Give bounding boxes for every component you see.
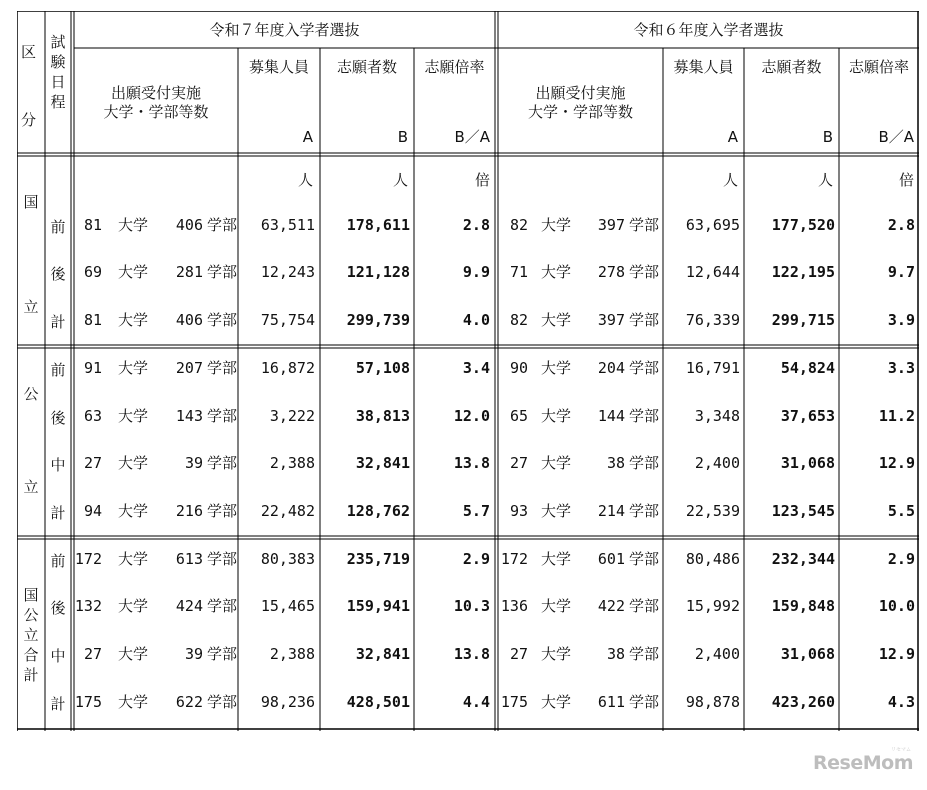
r7-daigaku-unit: 大学 [118, 263, 149, 281]
r6-gakubu-unit: 学部 [629, 407, 660, 425]
r7-shigansha-value: 159,941 [346, 597, 410, 615]
r7-gakubu-unit: 学部 [207, 359, 238, 377]
r7-bairitsu-value: 2.9 [462, 550, 490, 568]
resemom-logo [813, 747, 913, 774]
nittei-char-1: 試 [50, 33, 66, 51]
r7-gakubu-unit: 学部 [207, 597, 238, 615]
group-label-char: 公 [23, 606, 39, 624]
r7-university-count: 27 [83, 645, 102, 663]
term-label: 後 [50, 599, 66, 617]
r6-shigansha-value: 54,824 [780, 359, 835, 377]
r7-boshu-value: 2,388 [269, 454, 315, 472]
r6-title: 令和６年度入学者選抜 [633, 21, 784, 39]
r7-bairitsu-value: 10.3 [453, 597, 490, 615]
group-label-char: 計 [23, 666, 39, 684]
r7-gakubu-unit: 学部 [207, 645, 238, 663]
r7-boshu-value: 16,872 [260, 359, 315, 377]
r6-boshu-value: 22,539 [685, 502, 740, 520]
r7-university-count: 175 [74, 693, 102, 711]
r7-shigansha-value: 178,611 [346, 216, 410, 234]
r7-faculty-count: 622 [175, 693, 203, 711]
r6-a-label: A [727, 128, 738, 146]
group-label-char: 国 [23, 586, 39, 604]
r6-boshu-value: 76,339 [685, 311, 740, 329]
r7-daigaku-unit: 大学 [118, 311, 149, 329]
term-label: 中 [50, 647, 66, 665]
r7-shigansha-value: 235,719 [346, 550, 410, 568]
r6-faculty-count: 611 [597, 693, 625, 711]
r6-shigansha-value: 31,068 [780, 454, 835, 472]
r7-daigaku-unit: 大学 [118, 693, 149, 711]
kubun-label-top: 区 [21, 43, 37, 61]
r7-bairitsu-value: 9.9 [462, 263, 490, 281]
group-label-char: 合 [23, 646, 39, 664]
term-label: 前 [50, 552, 66, 570]
r6-bairitsu-header: 志願倍率 [848, 58, 909, 76]
r7-faculty-count: 406 [175, 311, 203, 329]
r6-boshu-value: 63,695 [685, 216, 740, 234]
r7-title: 令和７年度入学者選抜 [209, 21, 360, 39]
term-label: 計 [50, 313, 66, 331]
r7-boshu-value: 75,754 [260, 311, 315, 329]
r6-bairitsu-value: 12.9 [878, 454, 915, 472]
r6-daigaku-unit: 大学 [541, 407, 572, 425]
term-label: 計 [50, 504, 66, 522]
r7-shigansha-value: 57,108 [355, 359, 410, 377]
r6-boshu-value: 2,400 [694, 645, 740, 663]
r6-faculty-count: 214 [597, 502, 625, 520]
r6-university-count: 27 [509, 454, 528, 472]
r7-bairitsu-header: 志願倍率 [424, 58, 485, 76]
r7-gakubu-unit: 学部 [207, 263, 238, 281]
r7-university-count: 132 [74, 597, 102, 615]
r6-faculty-count: 601 [597, 550, 625, 568]
nittei-char-3: 日 [50, 73, 66, 91]
r6-bairitsu-value: 5.5 [887, 502, 915, 520]
r7-bairitsu-value: 2.8 [462, 216, 490, 234]
r6-daigaku-unit: 大学 [541, 263, 572, 281]
r7-gakubu-unit: 学部 [207, 311, 238, 329]
admission-table [17, 11, 919, 731]
r6-boshu-header: 募集人員 [673, 58, 734, 76]
r6-daigaku-unit: 大学 [541, 550, 572, 568]
r6-gakubu-unit: 学部 [629, 693, 660, 711]
r6-boshu-value: 15,992 [685, 597, 740, 615]
r6-faculty-count: 397 [597, 311, 625, 329]
r7-bairitsu-value: 4.0 [462, 311, 490, 329]
r7-university-count: 91 [83, 359, 102, 377]
r6-boshu-value: 80,486 [685, 550, 740, 568]
r7-inst-header-1: 出願受付実施 [110, 84, 201, 102]
r7-gakubu-unit: 学部 [207, 502, 238, 520]
r7-faculty-count: 207 [175, 359, 203, 377]
r7-boshu-value: 15,465 [260, 597, 315, 615]
r7-bairitsu-value: 12.0 [453, 407, 490, 425]
r6-unit-ratio: 倍 [898, 171, 914, 189]
r6-unit-b: 人 [817, 171, 833, 189]
r6-university-count: 71 [509, 263, 528, 281]
group-label-char: 立 [23, 626, 39, 644]
nittei-char-4: 程 [50, 93, 66, 111]
r7-faculty-count: 281 [175, 263, 203, 281]
r7-boshu-value: 80,383 [260, 550, 315, 568]
term-label: 後 [50, 265, 66, 283]
r7-university-count: 27 [83, 454, 102, 472]
r7-a-label: A [302, 128, 313, 146]
r6-daigaku-unit: 大学 [541, 311, 572, 329]
r7-shigansha-header: 志願者数 [336, 58, 397, 76]
r7-boshu-value: 12,243 [260, 263, 315, 281]
r6-bairitsu-value: 10.0 [878, 597, 915, 615]
r7-shigansha-value: 299,739 [346, 311, 410, 329]
r6-faculty-count: 278 [597, 263, 625, 281]
r6-daigaku-unit: 大学 [541, 693, 572, 711]
r6-university-count: 82 [509, 216, 528, 234]
r7-shigansha-value: 428,501 [346, 693, 410, 711]
r6-daigaku-unit: 大学 [541, 597, 572, 615]
r7-bairitsu-value: 13.8 [453, 454, 490, 472]
group-label-char: 公 [23, 385, 39, 403]
term-label: 前 [50, 361, 66, 379]
r6-bairitsu-value: 3.3 [887, 359, 915, 377]
r7-inst-header-2: 大学・学部等数 [103, 103, 209, 121]
r6-shigansha-header: 志願者数 [761, 58, 822, 76]
r7-faculty-count: 39 [184, 454, 203, 472]
r7-university-count: 63 [83, 407, 102, 425]
r7-faculty-count: 216 [175, 502, 203, 520]
r7-unit-a: 人 [297, 171, 313, 189]
r7-shigansha-value: 121,128 [346, 263, 410, 281]
r7-gakubu-unit: 学部 [207, 693, 238, 711]
r6-daigaku-unit: 大学 [541, 454, 572, 472]
r7-unit-b: 人 [392, 171, 408, 189]
r6-shigansha-value: 299,715 [771, 311, 835, 329]
r7-boshu-value: 63,511 [260, 216, 315, 234]
r6-university-count: 175 [500, 693, 528, 711]
r6-gakubu-unit: 学部 [629, 597, 660, 615]
r6-boshu-value: 3,348 [694, 407, 740, 425]
r7-daigaku-unit: 大学 [118, 597, 149, 615]
nittei-char-2: 験 [50, 53, 66, 71]
r6-unit-a: 人 [722, 171, 738, 189]
term-label: 計 [50, 695, 66, 713]
r7-bairitsu-value: 4.4 [462, 693, 490, 711]
r7-daigaku-unit: 大学 [118, 216, 149, 234]
r7-ba-label: B／A [454, 128, 490, 146]
logo-small-text: リセマム [891, 747, 911, 753]
r6-gakubu-unit: 学部 [629, 502, 660, 520]
r6-daigaku-unit: 大学 [541, 216, 572, 234]
r6-daigaku-unit: 大学 [541, 645, 572, 663]
r6-shigansha-value: 177,520 [771, 216, 835, 234]
r7-faculty-count: 406 [175, 216, 203, 234]
r7-boshu-value: 2,388 [269, 645, 315, 663]
r6-faculty-count: 397 [597, 216, 625, 234]
r7-faculty-count: 39 [184, 645, 203, 663]
r7-university-count: 172 [74, 550, 102, 568]
r7-shigansha-value: 32,841 [355, 454, 410, 472]
r6-inst-header-1: 出願受付実施 [535, 84, 626, 102]
r6-shigansha-value: 37,653 [780, 407, 835, 425]
r7-university-count: 81 [83, 216, 102, 234]
r6-university-count: 65 [509, 407, 528, 425]
r6-boshu-value: 98,878 [685, 693, 740, 711]
r7-daigaku-unit: 大学 [118, 645, 149, 663]
r6-shigansha-value: 232,344 [771, 550, 835, 568]
r7-boshu-value: 98,236 [260, 693, 315, 711]
group-label-char: 立 [23, 298, 39, 316]
r6-daigaku-unit: 大学 [541, 502, 572, 520]
r6-bairitsu-value: 2.9 [887, 550, 915, 568]
r7-daigaku-unit: 大学 [118, 359, 149, 377]
kubun-label-bottom: 分 [21, 111, 37, 129]
term-label: 前 [50, 218, 66, 236]
r6-gakubu-unit: 学部 [629, 311, 660, 329]
group-label-char: 立 [23, 478, 39, 496]
r7-daigaku-unit: 大学 [118, 454, 149, 472]
r6-faculty-count: 422 [597, 597, 625, 615]
r7-daigaku-unit: 大学 [118, 550, 149, 568]
r7-faculty-count: 613 [175, 550, 203, 568]
r7-shigansha-value: 32,841 [355, 645, 410, 663]
r7-university-count: 81 [83, 311, 102, 329]
r7-bairitsu-value: 3.4 [462, 359, 490, 377]
r7-gakubu-unit: 学部 [207, 454, 238, 472]
r6-faculty-count: 144 [597, 407, 625, 425]
r6-university-count: 82 [509, 311, 528, 329]
r7-boshu-value: 3,222 [269, 407, 315, 425]
r7-university-count: 94 [83, 502, 102, 520]
r7-university-count: 69 [83, 263, 102, 281]
r7-boshu-header: 募集人員 [248, 58, 309, 76]
r7-gakubu-unit: 学部 [207, 216, 238, 234]
r6-shigansha-value: 123,545 [771, 502, 835, 520]
r6-boshu-value: 16,791 [685, 359, 740, 377]
r7-unit-ratio: 倍 [474, 171, 490, 189]
r7-faculty-count: 143 [175, 407, 203, 425]
r7-shigansha-value: 38,813 [355, 407, 410, 425]
r6-faculty-count: 38 [606, 454, 625, 472]
r7-bairitsu-value: 5.7 [462, 502, 490, 520]
r6-bairitsu-value: 9.7 [887, 263, 915, 281]
r6-b-label: B [822, 128, 833, 146]
r6-bairitsu-value: 11.2 [878, 407, 915, 425]
r7-daigaku-unit: 大学 [118, 407, 149, 425]
r7-gakubu-unit: 学部 [207, 550, 238, 568]
r6-boshu-value: 12,644 [685, 263, 740, 281]
r6-university-count: 90 [509, 359, 528, 377]
r6-university-count: 172 [500, 550, 528, 568]
r6-bairitsu-value: 12.9 [878, 645, 915, 663]
r6-gakubu-unit: 学部 [629, 359, 660, 377]
r7-b-label: B [397, 128, 408, 146]
r6-faculty-count: 204 [597, 359, 625, 377]
r6-bairitsu-value: 2.8 [887, 216, 915, 234]
r7-shigansha-value: 128,762 [346, 502, 410, 520]
r6-ba-label: B／A [878, 128, 914, 146]
r7-boshu-value: 22,482 [260, 502, 315, 520]
r6-bairitsu-value: 3.9 [887, 311, 915, 329]
r6-faculty-count: 38 [606, 645, 625, 663]
r6-shigansha-value: 159,848 [771, 597, 835, 615]
r7-daigaku-unit: 大学 [118, 502, 149, 520]
r6-bairitsu-value: 4.3 [887, 693, 915, 711]
r7-bairitsu-value: 13.8 [453, 645, 490, 663]
r6-shigansha-value: 31,068 [780, 645, 835, 663]
term-label: 後 [50, 409, 66, 427]
r6-university-count: 136 [500, 597, 528, 615]
r7-gakubu-unit: 学部 [207, 407, 238, 425]
logo-text: ReseMom [813, 752, 913, 774]
r6-university-count: 27 [509, 645, 528, 663]
term-label: 中 [50, 456, 66, 474]
r6-gakubu-unit: 学部 [629, 454, 660, 472]
r6-gakubu-unit: 学部 [629, 216, 660, 234]
r6-gakubu-unit: 学部 [629, 645, 660, 663]
r7-faculty-count: 424 [175, 597, 203, 615]
r6-inst-header-2: 大学・学部等数 [527, 103, 633, 121]
group-label-char: 国 [23, 193, 39, 211]
r6-shigansha-value: 122,195 [771, 263, 835, 281]
r6-daigaku-unit: 大学 [541, 359, 572, 377]
r6-university-count: 93 [509, 502, 528, 520]
r6-boshu-value: 2,400 [694, 454, 740, 472]
r6-shigansha-value: 423,260 [771, 693, 835, 711]
r6-gakubu-unit: 学部 [629, 263, 660, 281]
r6-gakubu-unit: 学部 [629, 550, 660, 568]
